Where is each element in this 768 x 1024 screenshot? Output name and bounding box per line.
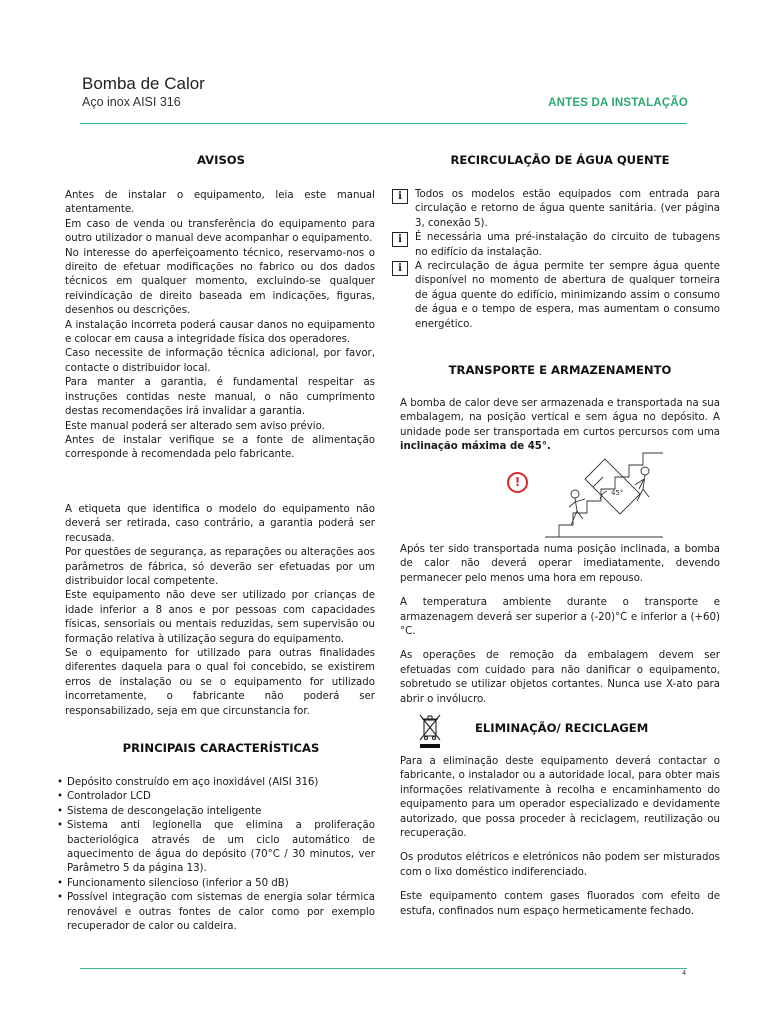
paragraph: A etiqueta que identifica o modelo do equipamento não deverá ser retirada, caso contrário, a garantia poderá ser recusada.	[65, 504, 375, 544]
paragraph: Este equipamento não deve ser utilizado por crianças de idade inferior a 8 anos e por pessoas com capacidades físicas, sensoriais ou mentais reduzidas, sem supervisão ou formação relativa à utilização segura do equipamento.	[65, 590, 375, 645]
list-item: • Controlador LCD	[57, 790, 375, 804]
paragraph: Antes de instalar o equipamento, leia este manual atentamente.	[65, 190, 375, 216]
info-icon: i	[392, 261, 408, 276]
list-item: • Depósito construído em aço inoxidável (AISI 316)	[57, 776, 375, 790]
header-divider	[80, 123, 687, 124]
paragraph: As operações de remoção da embalagem devem ser efetuadas com cuidado para não danificar o equipamento, sobretudo se utilizar objetos cortantes. Nunca use X-ato para abrir o invólucro.	[400, 650, 720, 705]
paragraph: Antes de instalar verifique se a fonte de alimentação corresponde à recomendada pelo fabricante.	[65, 434, 375, 461]
info-icon: i	[392, 189, 408, 204]
info-item	[392, 231, 720, 260]
avisos-heading: AVISOS	[196, 153, 246, 167]
list-item: • Sistema de descongelação inteligente	[57, 805, 375, 819]
recirculacao-list	[392, 188, 720, 332]
list-item: • Possível integração com sistemas de energia solar térmica renovável e outras fontes de calor como por exemplo recuperador de calor ou caldeira.	[57, 891, 375, 934]
paragraph: Este manual poderá ser alterado sem aviso prévio.	[65, 420, 325, 432]
section-label: ANTES DA INSTALAÇÃO	[548, 97, 688, 109]
info-item	[392, 188, 720, 231]
paragraph: A temperatura ambiente durante o transporte e armazenagem deverá ser superior a (-20)°C e inferior a (+60)°C.	[400, 597, 720, 638]
paragraph: Os produtos elétricos e eletrónicos não podem ser misturados com o lixo doméstico indiferenciado.	[400, 852, 720, 878]
intro-bold: inclinação máxima de 45°.	[400, 441, 551, 453]
paragraph: No interesse do aperfeiçoamento técnico, reservamo-nos o direito de efetuar modificações no fabrico ou dos dados técnicos em qualquer momento, excluindo-se qualquer reivindicação de direito baseada em indicações, figuras, desenhos ou descrições.	[65, 247, 375, 317]
weee-crossed-bin-icon	[419, 713, 441, 749]
list-item: • Sistema anti legionella que elimina a proliferação bacteriológica através de um ciclo automático de aquecimento de água do depósito (70°C / 30 minutos, ver Parâmetro 5 da página 13).	[57, 819, 375, 877]
angle-label: 45°	[611, 489, 624, 497]
intro-text: A bomba de calor deve ser armazenada e transportada na sua embalagem, na posição vertical e sem água no depósito. A unidade pode ser transportada em curtos percursos com uma	[400, 398, 720, 438]
avisos-block-2	[65, 503, 375, 719]
paragraph: Se o equipamento for utilizado para outras finalidades diferentes daquela para o qual foi concebido, se existirem erros de instalação ou se o equipamento for utilizado incorretamente, o fabricante não poderá ser responsabilizado, seja em que circunstancia for.	[65, 648, 375, 717]
principais-heading: PRINCIPAIS CARACTERÍSTICAS	[122, 741, 320, 755]
page-number: 4	[682, 970, 686, 977]
eliminacao-body	[400, 755, 720, 919]
list-item: • Funcionamento silencioso (inferior a 50 dB)	[57, 877, 375, 891]
paragraph	[400, 397, 720, 455]
paragraph: Caso necessite de informação técnica adicional, por favor, contacte o distribuidor local.	[65, 348, 375, 374]
paragraph: A instalação incorreta poderá causar danos no equipamento e colocar em causa a integridade física dos operadores.	[65, 319, 375, 346]
avisos-block-1	[65, 189, 375, 463]
info-icon: i	[392, 232, 408, 247]
paragraph: Em caso de venda ou transferência do equipamento para outro utilizador o manual deve acompanhar o equipamento.	[65, 218, 375, 245]
features-list	[57, 776, 375, 934]
paragraph: Por questões de segurança, as reparações ou alterações aos parâmetros de fábrica, só deverão ser efetuadas por um distribuidor local competente.	[65, 547, 375, 588]
footer-divider	[80, 968, 687, 969]
paragraph: Este equipamento contem gases fluorados com efeito de estufa, confinados num espaço hermeticamente fechado.	[400, 891, 720, 917]
document-title: Bomba de Calor	[82, 74, 205, 93]
transporte-heading: TRANSPORTE E ARMAZENAMENTO	[448, 363, 672, 377]
info-text: É necessária uma pré-instalação do circuito de tubagens no edifício da instalação.	[415, 232, 720, 258]
recirculacao-heading: RECIRCULAÇÃO DE ÁGUA QUENTE	[450, 153, 670, 167]
stairs-transport-illustration	[545, 449, 663, 539]
paragraph: Para manter a garantia, é fundamental respeitar as instruções contidas neste manual, o não cumprimento destas recomendações irá invalidar a garantia.	[65, 377, 375, 418]
document-subtitle: Aço inox AISI 316	[82, 95, 181, 109]
paragraph: Após ter sido transportada numa posição inclinada, a bomba de calor não deverá operar imediatamente, devendo permanecer pelo menos uma hora em repouso.	[400, 544, 720, 584]
eliminacao-heading: ELIMINAÇÃO/ RECICLAGEM	[475, 721, 649, 735]
paragraph: Para a eliminação deste equipamento deverá contactar o fabricante, o instalador ou a autoridade local, para obter mais informações relativamente à recolha e encaminhamento do equipamento para um operador especializado e devidamente autorizado, que possa proceder à reciclagem, reutilização ou recuperação.	[400, 756, 720, 840]
transporte-intro	[400, 397, 720, 455]
warning-icon: !	[507, 472, 528, 493]
info-text: Todos os modelos estão equipados com entrada para circulação e retorno de água quente sanitária. (ver página 3, conexão 5).	[415, 189, 720, 229]
transporte-body	[400, 543, 720, 707]
info-text: A recirculação de água permite ter sempre água quente disponível no momento de abertura de qualquer torneira de água quente do edifício, minimizando assim o consumo de água e o tempo de espera, mas aumentam o consumo energético.	[415, 261, 720, 330]
info-item	[392, 260, 720, 332]
